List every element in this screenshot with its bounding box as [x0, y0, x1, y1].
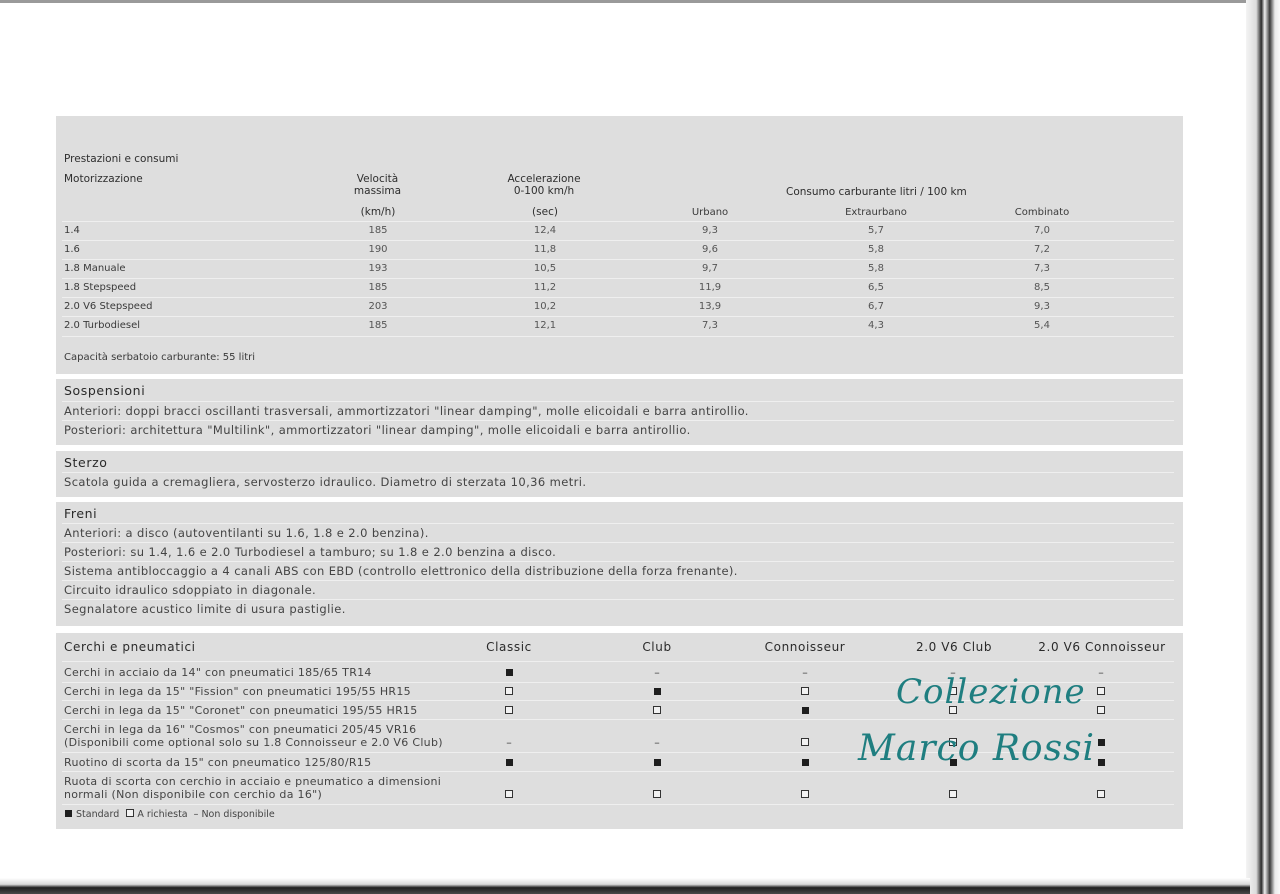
row-divider — [62, 542, 1174, 543]
combined-cell: 7,2 — [1034, 244, 1050, 255]
combined-cell: 7,3 — [1034, 263, 1050, 274]
request-icon — [125, 808, 134, 820]
brakes-title: Freni — [64, 506, 98, 521]
row-divider — [62, 221, 1174, 222]
speed-cell: 185 — [368, 225, 388, 236]
wheels-row-label: Cerchi in acciaio da 14" con pneumatici 185/65 TR14 — [64, 666, 372, 679]
brakes-line: Posteriori: su 1.4, 1.6 e 2.0 Turbodiesel a tamburo; su 1.8 e 2.0 benzina a disco. — [64, 545, 557, 559]
combined-cell: 7,0 — [1034, 225, 1050, 236]
standard-mark-icon — [650, 686, 664, 698]
request-mark-icon — [798, 737, 812, 749]
performance-title: Prestazioni e consumi — [64, 153, 179, 165]
steering-panel — [56, 451, 1183, 497]
brakes-line: Segnalatore acustico limite di usura pastiglie. — [64, 602, 346, 616]
combined-header: Combinato — [1014, 207, 1070, 218]
row-divider — [62, 240, 1174, 241]
standard-mark-icon — [1094, 737, 1108, 749]
brakes-line: Circuito idraulico sdoppiato in diagonale. — [64, 583, 317, 597]
engine-cell: 1.8 Manuale — [64, 263, 126, 274]
col-connoisseur: Connoisseur — [764, 640, 846, 654]
accel-cell: 10,5 — [533, 263, 557, 274]
accel-cell: 11,8 — [533, 244, 557, 255]
speed-header: Velocità massima — [353, 173, 402, 197]
engine-cell: 2.0 V6 Stepspeed — [64, 301, 153, 312]
row-divider — [62, 804, 1174, 805]
request-mark-icon — [798, 789, 812, 801]
watermark-line2: Marco Rossi — [858, 728, 1096, 769]
unavailable-dash-icon — [650, 737, 664, 749]
extra-cell: 5,8 — [868, 244, 884, 255]
extra-cell: 6,5 — [868, 282, 884, 293]
wheels-legend — [64, 808, 275, 820]
unavailable-dash-icon — [1094, 667, 1108, 679]
unavailable-dash-icon — [502, 737, 516, 749]
row-divider — [62, 719, 1174, 720]
request-mark-icon — [1094, 705, 1108, 717]
request-mark-icon — [502, 686, 516, 698]
col-classic: Classic — [486, 640, 532, 654]
wheels-row-label: Ruotino di scorta da 15" con pneumatico 125/80/R15 — [64, 756, 372, 769]
suspension-front: Anteriori: doppi bracci oscillanti trasversali, ammortizzatori "linear damping", molle elicoidali e barra antirollio. — [64, 404, 749, 418]
combined-cell: 9,3 — [1034, 301, 1050, 312]
extra-cell: 5,8 — [868, 263, 884, 274]
extra-cell: 6,7 — [868, 301, 884, 312]
standard-mark-icon — [502, 667, 516, 679]
engine-cell: 2.0 Turbodiesel — [64, 320, 141, 331]
row-divider — [62, 599, 1174, 600]
accel-cell: 12,4 — [533, 225, 557, 236]
row-divider — [62, 336, 1174, 337]
accel-cell: 12,1 — [533, 320, 557, 331]
page-bottom-edge — [0, 878, 1250, 894]
standard-icon — [64, 808, 73, 820]
request-mark-icon — [1094, 686, 1108, 698]
request-mark-icon — [798, 686, 812, 698]
speed-cell: 193 — [368, 263, 388, 274]
page-top-edge — [0, 0, 1250, 3]
row-divider — [62, 401, 1174, 402]
urban-cell: 11,9 — [698, 282, 722, 293]
legend-request: A richiesta — [137, 809, 188, 820]
extra-cell: 4,3 — [868, 320, 884, 331]
watermark-line1: Collezione — [896, 672, 1086, 712]
wheels-row-label: Cerchi in lega da 15" "Coronet" con pneumatici 195/55 HR15 — [64, 704, 418, 717]
row-divider — [62, 561, 1174, 562]
urban-cell: 9,6 — [702, 244, 718, 255]
speed-cell: 190 — [368, 244, 388, 255]
extra-cell: 5,7 — [868, 225, 884, 236]
consumption-header: Consumo carburante litri / 100 km — [786, 186, 967, 198]
accel-header: Accelerazione 0-100 km/h — [507, 173, 581, 197]
accel-unit: (sec) — [532, 206, 558, 218]
wheels-row-label: Ruota di scorta con cerchio in acciaio e pneumatico a dimensioni — [64, 775, 442, 788]
wheels-row-label: Cerchi in lega da 15" "Fission" con pneumatici 195/55 HR15 — [64, 685, 411, 698]
engine-cell: 1.8 Stepspeed — [64, 282, 137, 293]
speed-cell: 185 — [368, 282, 388, 293]
engine-header: Motorizzazione — [64, 173, 143, 185]
wheels-row-label: Cerchi in lega da 16" "Cosmos" con pneumatici 205/45 VR16 — [64, 723, 417, 736]
wheels-row-note: normali (Non disponibile con cerchio da 16") — [64, 788, 323, 801]
request-mark-icon — [650, 789, 664, 801]
accel-cell: 11,2 — [533, 282, 557, 293]
steering-title: Sterzo — [64, 455, 108, 470]
standard-mark-icon — [798, 705, 812, 717]
brakes-line: Sistema antibloccaggio a 4 canali ABS con EBD (controllo elettronico della distribuzione della forza frenante). — [64, 564, 738, 578]
page-binding-edge — [1246, 0, 1280, 894]
legend-standard: Standard — [76, 809, 120, 820]
dash-icon: – — [193, 809, 199, 820]
legend-na: Non disponibile — [201, 809, 275, 820]
row-divider — [62, 523, 1174, 524]
urban-cell: 9,3 — [702, 225, 718, 236]
engine-cell: 1.6 — [64, 244, 80, 255]
accel-cell: 10,2 — [533, 301, 557, 312]
urban-header: Urbano — [691, 207, 729, 218]
row-divider — [62, 297, 1174, 298]
row-divider — [62, 771, 1174, 772]
wheels-title: Cerchi e pneumatici — [64, 640, 196, 654]
request-mark-icon — [502, 789, 516, 801]
urban-cell: 9,7 — [702, 263, 718, 274]
speed-cell: 203 — [368, 301, 388, 312]
col-v6-club: 2.0 V6 Club — [915, 640, 993, 654]
request-mark-icon — [502, 705, 516, 717]
suspension-title: Sospensioni — [64, 383, 146, 398]
standard-mark-icon — [1094, 757, 1108, 769]
row-divider — [62, 420, 1174, 421]
urban-cell: 7,3 — [702, 320, 718, 331]
row-divider — [62, 259, 1174, 260]
unavailable-dash-icon — [798, 667, 812, 679]
standard-mark-icon — [650, 757, 664, 769]
row-divider — [62, 278, 1174, 279]
engine-cell: 1.4 — [64, 225, 80, 236]
request-mark-icon — [650, 705, 664, 717]
request-mark-icon — [1094, 789, 1108, 801]
row-divider — [62, 316, 1174, 317]
steering-line: Scatola guida a cremagliera, servosterzo idraulico. Diametro di sterzata 10,36 metri. — [64, 475, 587, 489]
row-divider — [62, 661, 1174, 662]
combined-cell: 8,5 — [1034, 282, 1050, 293]
col-club: Club — [642, 640, 672, 654]
brakes-line: Anteriori: a disco (autoventilanti su 1.6, 1.8 e 2.0 benzina). — [64, 526, 429, 540]
extra-header: Extraurbano — [845, 207, 907, 218]
standard-mark-icon — [502, 757, 516, 769]
combined-cell: 5,4 — [1034, 320, 1050, 331]
unavailable-dash-icon — [650, 667, 664, 679]
wheels-row-note: (Disponibili come optional solo su 1.8 Connoisseur e 2.0 V6 Club) — [64, 736, 443, 749]
urban-cell: 13,9 — [698, 301, 722, 312]
col-v6-connoisseur: 2.0 V6 Connoisseur — [1038, 640, 1166, 654]
speed-unit: (km/h) — [360, 206, 396, 218]
request-mark-icon — [946, 789, 960, 801]
standard-mark-icon — [798, 757, 812, 769]
suspension-rear: Posteriori: architettura "Multilink", ammortizzatori "linear damping", molle elicoidali e barra antirollio. — [64, 423, 691, 437]
row-divider — [62, 580, 1174, 581]
tank-capacity: Capacità serbatoio carburante: 55 litri — [64, 352, 256, 363]
speed-cell: 185 — [368, 320, 388, 331]
row-divider — [62, 472, 1174, 473]
